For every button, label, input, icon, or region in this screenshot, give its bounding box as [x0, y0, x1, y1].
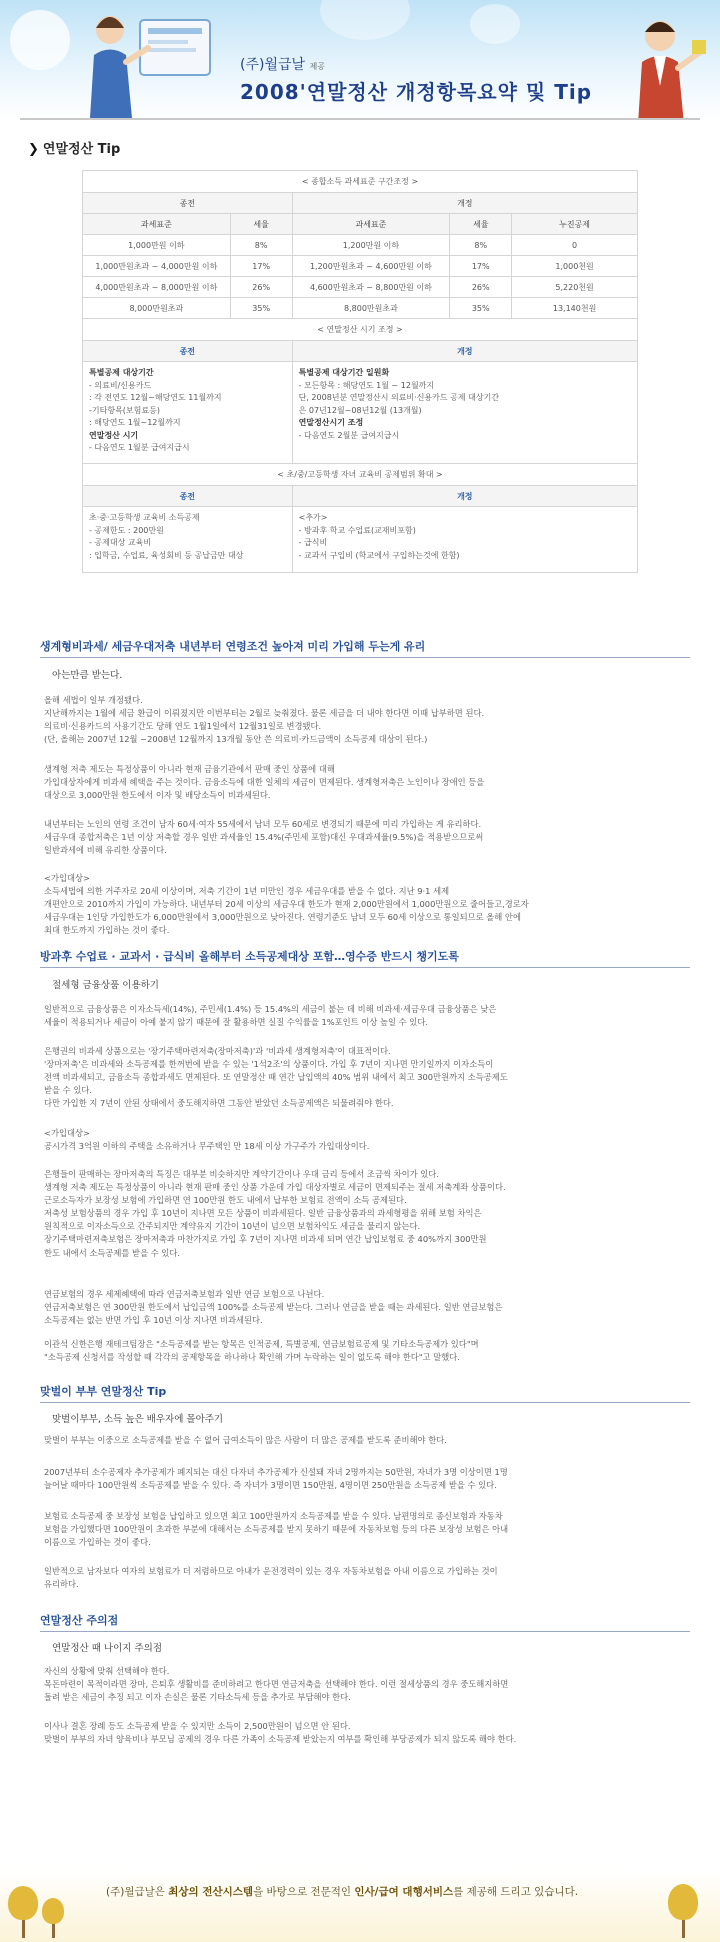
cell-heading: 특별공제 대상기간: [89, 368, 154, 377]
column-header: 종전: [83, 193, 293, 214]
tax-summary-table: [82, 170, 638, 573]
header-divider: [20, 118, 700, 120]
paragraph: 2007년부터 소수공제자 추가공제가 폐지되는 대신 다자녀 추가공제가 신설돼 자녀 2명까지는 50만원, 자녀가 3명 이상이면 1명 늘어날 때마다 100만원씩 소득공제를 받을 수 있다. 즉 자녀가 3명이면 150만원, 4명이면 250만원을 소득공제 받을 수 있다.: [44, 1467, 508, 1491]
table-cell: 8,800만원초과: [292, 298, 450, 319]
article-heading: 생계형비과세/ 세금우대저축 내년부터 연령조건 높아져 미리 가입해 두는게 유리: [40, 638, 690, 658]
businessman-illustration: [602, 6, 712, 120]
table-cell: 1,200만원초과 ~ 4,600만원 이하: [292, 256, 450, 277]
paragraph: 은행권의 비과세 상품으로는 '장기주택마련저축(장마저축)'과 '비과세 생계형저축'이 대표적이다. '장마저축'은 비과세와 소득공제를 한꺼번에 받을 수 있는 '1석2조'의 상품이다. 가입 후 7년이 지나면 만기일까지 이자소득이 전액 비과세되고, 금융소득 종합과세도 면제된다. 또 연말정산 때 연간 납입액의 40% 범위 내에서 최고 300만원까지 소득공제도 받을 수 있다. 다만 가입한 지 7년이 안된 상태에서 중도해지하면 그동안 받았던 소득공제액은 되물려줘야 한다.: [44, 1046, 508, 1109]
cell-line: - 공제대상 교육비: [89, 538, 152, 547]
before-cell: [83, 507, 293, 573]
article-subheading: 맞벌이부부, 소득 높은 배우자에 몰아주기: [52, 1414, 224, 1425]
after-cell: [292, 362, 637, 464]
snowflake-decoration: [320, 0, 410, 40]
page-title: 2008'연말정산 개정항목요약 및 Tip: [240, 80, 593, 104]
office-worker-illustration: [70, 0, 230, 118]
cell-line: - 교과서 구입비 (학교에서 구입하는것에 한함): [298, 550, 460, 560]
table-cell: 0: [512, 235, 638, 256]
table-cell: 17%: [230, 256, 292, 277]
paragraph: 연금보험의 경우 세제혜택에 따라 연금저축보험과 일반 연금 보험으로 나뉜다. 연금저축보험은 연 300만원 한도에서 납입금액 100%를 소득공제 받는다. 그러나 연금을 받을 때는 과세된다. 일반 연금보험은 소득공제는 없는 반면 가입 후 10년 이상 지나면 비과세된다.: [44, 1289, 503, 1326]
paragraph: 내년부터는 노인의 연령 조건이 남자 60세·여자 55세에서 남녀 모두 60세로 변경되기 때문에 미리 가입하는 게 유리하다. 세금우대 종합저축은 1년 이상 저축할 경우 일반 과세율인 15.4%(주민세 포함)대신 우대과세율(9.5%)을 적용받으므로써 일반과세에 비해 유리한 상품이다.: [44, 819, 484, 856]
cell-line: - 다음연도 1월분 급여지급시: [89, 443, 190, 452]
table-row: [83, 277, 638, 298]
column-header: 세율: [450, 214, 512, 235]
article-subheading: 절세형 금융상품 이용하기: [52, 980, 159, 991]
table-caption: < 종합소득 과세표준 구간조정 >: [83, 171, 638, 193]
table-cell: 17%: [450, 256, 512, 277]
table-cell: 4,600만원초과 ~ 8,800만원 이하: [292, 277, 450, 298]
table-cell: 26%: [450, 277, 512, 298]
cell-line: - 급식비: [298, 538, 328, 547]
section-heading-text: 연말정산 Tip: [42, 142, 121, 157]
table-cell: 35%: [230, 298, 292, 319]
provider-label: [240, 54, 325, 74]
after-cell: [292, 507, 637, 573]
paragraph: 맞벌이 부부는 이중으로 소득공제를 받을 수 없어 급여소득이 많은 사람이 더 많은 공제를 받도록 준비해야 한다.: [44, 1435, 447, 1445]
cell-line: - 의료비/신용카드: [89, 380, 152, 390]
table-cell: 4,000만원초과 ~ 8,000만원 이하: [83, 277, 231, 298]
footer-text: (주)월급날은: [106, 1886, 169, 1898]
footer-highlight: 최상의 전산시스템: [168, 1886, 254, 1898]
cell-line: - 모든항목 : 해당연도 1월 ~ 12월까지: [298, 380, 435, 390]
table-cell: 1,000만원초과 ~ 4,000만원 이하: [83, 256, 231, 277]
article-heading: 맞벌이 부부 연말정산 Tip: [40, 1383, 690, 1403]
table-cell: 8,000만원초과: [83, 298, 231, 319]
footer-text: 을 바탕으로 전문적인: [253, 1886, 355, 1898]
table-cell: 1,000천원: [512, 256, 638, 277]
tree-decoration: [42, 1898, 64, 1924]
paragraph: 이사나 결혼 장례 등도 소득공제 받을 수 있지만 소득이 2,500만원이 넘으면 안 된다. 맞벌이 부부의 자녀 양육비나 부모님 공제의 경우 다른 가족이 소득공제 받았는지 여부를 확인해 부당공제가 되지 않도록 해야 한다.: [44, 1721, 517, 1745]
footer: [0, 1868, 720, 1942]
cell-line: 은 07년12월~08년12월 (13개월): [298, 405, 422, 415]
table-caption: < 초/중/고등학생 자녀 교육비 공제범위 확대 >: [83, 464, 638, 486]
table-cell: 8%: [230, 235, 292, 256]
paragraph: <가입대상> 소득세법에 의한 거주자로 20세 이상이며, 저축 기간이 1년 미만인 경우 세금우대를 받을 수 없다. 지난 9·1 세제 개편안으로 2010까지 가입이 가능하다. 내년부터 20세 이상의 세금우대 한도가 현재 2,000만원에서 1,000만원으로 줄어들고,경로자 세금우대는 1인당 가입한도가 6,000만원에서 3,000만원으로 낮아진다. 연령기준도 남녀 모두 60세 이상으로 통일되므로 올해 안에 최대 한도까지 가입하는 것이 좋다.: [44, 873, 529, 936]
table-row: [83, 235, 638, 256]
footer-highlight: 인사/급여 대행서비스: [354, 1886, 454, 1898]
paragraph: 은행들이 판매하는 장마저축의 특징은 대부분 비슷하지만 계약기간이나 우대 금리 등에서 조금씩 차이가 있다. 생계형 저축 제도는 특정상품이 아니라 현재 판매 중인 상품 가운데 가입 대상자별로 세금이 면제되주는 절세 저축계좌 상품이다. 근로소득자가 보장성 보험에 가입하면 연 100만원 한도 내에서 납부한 보험료 전액이 소득 공제된다. 저축성 보험상품의 경우 가입 후 10년이 지나면 모든 상품이 비과세된다. 일반 금융상품과의 과세형평을 위해 보험 차익은 원칙적으로 이자소득으로 간주되지만 계약유지 기간이 10년이 넘으면 보험차익도 세금을 물리지 않는다. 장기주택마련저축보험은 장마저축과 마찬가지로 가입 후 7년이 지나면 비과세 되며 연간 납입보험료 중 40%까지 300만원 한도 내에서 소득공제를 받을 수 있다.: [44, 1169, 506, 1258]
table-row: [83, 298, 638, 319]
column-header: 종전: [83, 341, 293, 362]
article-subheading: 아는만큼 받는다.: [52, 670, 123, 681]
column-header: 누진공제: [512, 214, 638, 235]
column-header: 종전: [83, 486, 293, 507]
article-heading: 연말정산 주의점: [40, 1612, 690, 1632]
paragraph: <가입대상> 공시가격 3억원 이하의 주택을 소유하거나 무주택인 만 18세 이상 가구주가 가입대상이다.: [44, 1128, 370, 1152]
chevron-right-icon: ❯: [28, 142, 39, 157]
paragraph: 자신의 상황에 맞춰 선택해야 한다. 목돈마련이 목적이라면 장마, 은퇴후 생활비를 준비하려고 한다면 연금저축을 선택해야 한다. 이런 절세상품의 경우 중도해지하면 돌려 받은 세금이 추징 되고 이자 손실은 물론 기타소득세 등을 추가로 부담해야 한다.: [44, 1666, 509, 1703]
cell-line: : 해당연도 1월~12월까지: [89, 418, 181, 427]
section-heading: [28, 138, 120, 157]
column-header: 개정: [292, 341, 637, 362]
table-row: [83, 256, 638, 277]
paragraph: 올해 세법이 일부 개정됐다. 지난해까지는 1월에 세금 환급이 이뤄졌지만 이번부터는 2월로 늦춰졌다. 물론 세금을 더 내야 한다면 이때 납부하면 된다. 의료비·신용카드의 사용기간도 당해 연도 1월1일에서 12월31일로 변경됐다. (단, 올해는 2007년 12월 ~2008년 12월까지 13개월 동안 쓴 의료비·카드금액이 소득공제 대상이 된다.): [44, 695, 485, 745]
cell-line: 단, 2008년분 연말정산시 의료비·신용카드 공제 대상기간: [298, 393, 500, 402]
header-banner: [0, 0, 720, 120]
company-name: (주)월급날: [240, 57, 306, 73]
paragraph: 일반적으로 금융상품은 이자소득세(14%), 주민세(1.4%) 등 15.4%의 세금이 붙는 데 비해 비과세·세금우대 금융상품은 낮은 세율이 적용되거나 세금이 아예 붙지 않기 때문에 잘 활용하면 실질 수익률을 1%포인트 이상 높일 수 있다.: [44, 1004, 497, 1028]
table-cell: 13,140천원: [512, 298, 638, 319]
table-cell: 26%: [230, 277, 292, 298]
column-header: 개정: [292, 486, 637, 507]
cell-heading: 연말정산 시기: [89, 430, 139, 440]
article-heading: 방과후 수업료 · 교과서 · 급식비 올해부터 소득공제대상 포함…영수증 반드시 챙기도록: [40, 948, 690, 968]
table-cell: 1,200만원 이하: [292, 235, 450, 256]
column-header: 개정: [292, 193, 637, 214]
before-cell: [83, 362, 293, 464]
cell-line: <추가>: [298, 513, 328, 522]
paragraph: 이관석 신한은행 재테크팀장은 "소득공제를 받는 항목은 인적공제, 특별공제, 연금보험료공제 및 기타소득공제가 있다"며 "소득공제 신청서를 작성할 때 각각의 공제항목을 하나하나 확인해 가며 누락하는 일이 없도록 해야 한다"고 말했다.: [44, 1339, 479, 1363]
paragraph: 보험료 소득공제 중 보장성 보험을 납입하고 있으면 최고 100만원까지 소득공제를 받을 수 있다. 남편명의로 종신보험과 자동차 보험을 가입했다면 100만원이 초과한 부분에 대해서는 소득공제를 받지 못하기 때문에 자동차보험 등의 다른 보장성 보험은 아내 이름으로 가입하는 것이 좋다.: [44, 1511, 509, 1548]
column-header: 과세표준: [83, 214, 231, 235]
snowflake-decoration: [10, 10, 70, 70]
cell-heading: 특별공제 대상기간 일원화: [298, 368, 390, 377]
tree-decoration: [8, 1886, 38, 1920]
column-header: 과세표준: [292, 214, 450, 235]
tree-decoration: [668, 1884, 698, 1920]
footer-slogan: [106, 1884, 578, 1899]
cell-line: - 방과후 학교 수업료(교재비포함): [298, 525, 416, 535]
cell-line: : 입학금, 수업료, 육성회비 등 공납금만 대상: [89, 550, 244, 560]
table-cell: 1,000만원 이하: [83, 235, 231, 256]
table-cell: 35%: [450, 298, 512, 319]
cell-line: - 다음연도 2월분 급여지급시: [298, 430, 400, 440]
table-cell: 8%: [450, 235, 512, 256]
table-cell: 5,220천원: [512, 277, 638, 298]
table-caption: < 연말정산 시기 조정 >: [83, 319, 638, 341]
column-header: 세율: [230, 214, 292, 235]
cell-line: -기타항목(보험료등): [89, 405, 160, 415]
cell-line: : 각 전연도 12월~해당연도 11월까지: [89, 393, 222, 402]
snowflake-decoration: [470, 4, 520, 44]
footer-text: 를 제공해 드리고 있습니다.: [453, 1886, 579, 1898]
paragraph: 생계형 저축 제도는 특정상품이 아니라 현재 금융기관에서 판매 중인 상품에 대해 가입대상자에게 비과세 혜택을 주는 것이다. 금융소득에 대한 일체의 세금이 면제된다. 생계형저축은 노인이나 장애인 등을 대상으로 3,000만원 한도에서 이자 및 배당소득이 비과세된다.: [44, 764, 485, 801]
article-subheading: 연말정산 때 나이지 주의점: [52, 1643, 163, 1654]
cell-line: 초·중·고등학생 교육비 소득공제: [89, 513, 200, 522]
cell-heading: 연말정산시기 조정: [298, 418, 364, 427]
cell-line: - 공제한도 : 200만원: [89, 525, 164, 535]
paragraph: 일반적으로 남자보다 여자의 보험료가 더 저렴하므로 아내가 운전경력이 있는 경우 자동차보험을 아내 이름으로 가입하는 것이 유리하다.: [44, 1566, 498, 1590]
provider-suffix: 제공: [309, 62, 325, 71]
